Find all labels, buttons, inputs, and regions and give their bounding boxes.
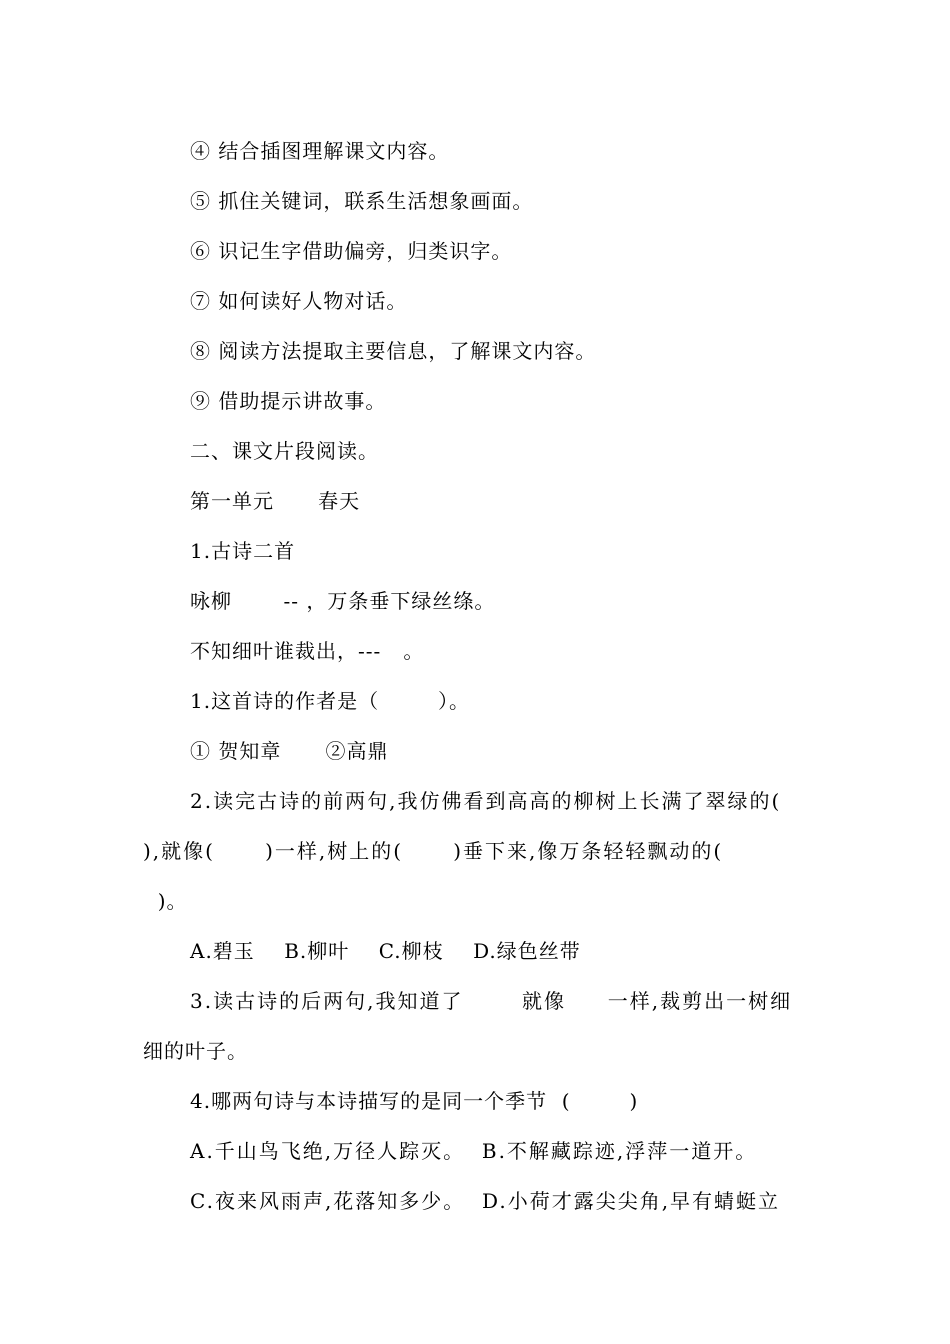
method-item-8: ⑧ 阅读方法提取主要信息，了解课文内容。 <box>190 339 597 363</box>
question-2-options: A.碧玉 B.柳叶 C.柳枝 D.绿色丝带 <box>190 939 581 963</box>
question-4-options-cd: C.夜来风雨声,花落知多少。 D.小荷才露尖尖角,早有蜻蜓立 <box>190 1189 781 1213</box>
question-2-line-1: 2.读完古诗的前两句,我仿佛看到高高的柳树上长满了翠绿的( <box>190 789 782 813</box>
method-item-6: ⑥ 识记生字借助偏旁，归类识字。 <box>190 239 513 263</box>
method-item-5: ⑤ 抓住关键词，联系生活想象画面。 <box>190 189 534 213</box>
unit-title: 第一单元 春天 <box>190 489 361 513</box>
question-2-line-2: ),就像( )一样,树上的( )垂下来,像万条轻轻飘动的( <box>143 839 724 863</box>
question-4-options-ab: A.千山鸟飞绝,万径人踪灭。 B.不解藏踪迹,浮萍一道开。 <box>190 1139 758 1163</box>
question-3-line-1: 3.读古诗的后两句,我知道了 就像 一样,裁剪出一树细 <box>190 989 793 1013</box>
question-3-line-2: 细的叶子。 <box>143 1039 248 1063</box>
method-item-9: ⑨ 借助提示讲故事。 <box>190 389 387 413</box>
lesson-title: 1.古诗二首 <box>190 539 296 563</box>
method-item-4: ④ 结合插图理解课文内容。 <box>190 139 450 163</box>
question-2-line-3: )。 <box>143 889 188 913</box>
method-item-7: ⑦ 如何读好人物对话。 <box>190 289 408 313</box>
poem-line-1: 咏柳 -- ，万条垂下绿丝绦。 <box>190 589 496 613</box>
poem-line-2: 不知细叶谁裁出，--- 。 <box>190 639 425 663</box>
section-heading: 二、课文片段阅读。 <box>190 439 379 463</box>
question-1-options: ① 贺知章 ②高鼎 <box>190 739 389 763</box>
question-1: 1.这首诗的作者是（ ）。 <box>190 689 470 713</box>
question-4: 4.哪两句诗与本诗描写的是同一个季节 ( ) <box>190 1089 639 1113</box>
